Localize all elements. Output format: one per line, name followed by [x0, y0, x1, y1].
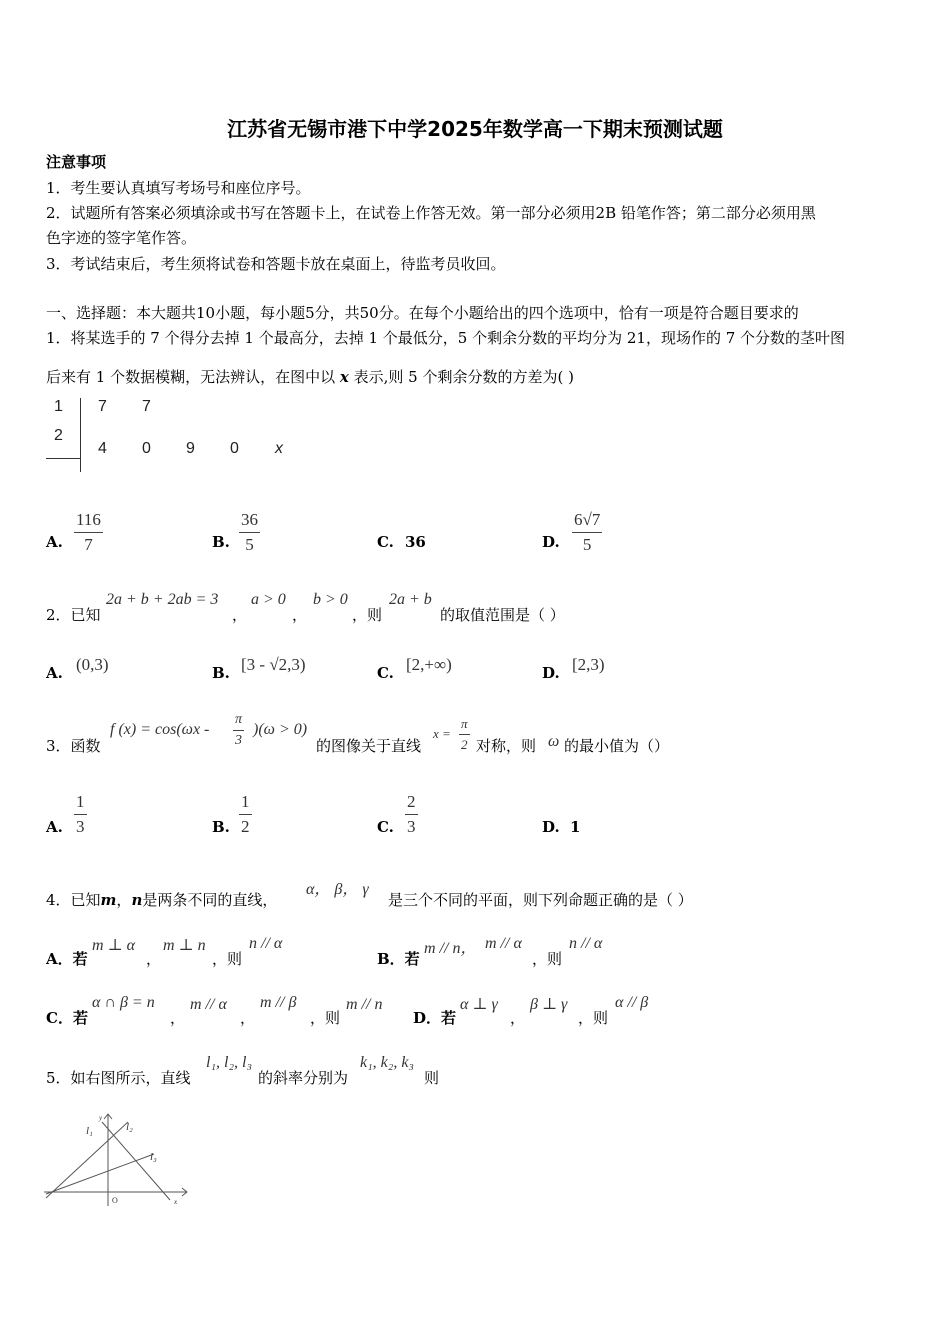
q3-func-frac [233, 712, 244, 749]
q5-graph [42, 1108, 192, 1208]
q1-option-c-value: 36 [405, 533, 426, 551]
q4-d-sep: ， [510, 1009, 526, 1027]
q5-mid: 的斜率分别为 [258, 1069, 349, 1087]
q4-c-sep1: ， [170, 1009, 186, 1027]
q3-option-d-label: D. [542, 818, 560, 836]
label-l1: l₁ [86, 1125, 93, 1137]
q3-line-frac [459, 716, 470, 753]
q3-c-num: 2 [407, 792, 416, 811]
q4-m: m [100, 891, 117, 909]
q1-a-den: 7 [84, 535, 93, 554]
q4-d-c1: α ⊥ γ [460, 996, 498, 1013]
q5-lines: l₁, l₂, l₃ [206, 1054, 253, 1071]
q2-option-a-value: (0,3) [76, 655, 109, 674]
q2-cond2: a > 0 [251, 591, 286, 608]
leaf-2-4: 0 [230, 440, 239, 457]
q1-option-d-frac [572, 510, 602, 555]
q3-line-den: 2 [461, 737, 468, 752]
q4-c-c2: m // α [190, 996, 227, 1013]
q4-a-sep: ， [146, 950, 162, 968]
q3-option-b-frac [239, 792, 252, 837]
q4-a-then: ，则 [212, 950, 243, 968]
q3-mid2: 对称，则 [476, 737, 537, 755]
q2-option-d-label: D. [542, 664, 560, 682]
q4-prefix: 4．已知 [46, 891, 101, 909]
q4-a-res: n // α [249, 935, 283, 952]
leaf-2-2: 0 [142, 440, 151, 457]
q1-option-a-frac [74, 510, 103, 555]
q4-d-res: α // β [615, 994, 649, 1011]
q3-option-c-label: C. [377, 818, 394, 836]
q1-option-a-label: A. [46, 533, 63, 551]
q4-suffix: 是三个不同的平面，则下列命题正确的是（ ） [388, 891, 693, 909]
q1-line2a: 后来有 1 个数据模糊，无法辨认，在图中以 [46, 368, 336, 386]
notice-item-2a: 2．试题所有答案必须填涂或书写在答题卡上，在试卷上作答无效。第一部分必须用2B 铅笔作答；第二部分必须用黑 [46, 204, 816, 222]
q3-func-den: 3 [235, 733, 242, 748]
q3-option-a-label: A. [46, 818, 63, 836]
q4-c-sep2: ， [240, 1009, 256, 1027]
q4-c-then: ，则 [310, 1009, 341, 1027]
q4-c-c3: m // β [260, 994, 297, 1011]
section-heading: 一、选择题：本大题共10小题，每小题5分，共50分。在每个小题给出的四个选项中，恰有一项是符合题目要求的 [46, 304, 799, 322]
q1-b-num: 36 [241, 510, 258, 529]
q3-a-num: 1 [76, 792, 85, 811]
q2-option-c-label: C. [377, 664, 394, 682]
q5-prefix: 5．如右图所示，直线 [46, 1069, 191, 1087]
q4-b-then: ，则 [532, 950, 563, 968]
q4-b-c2: m // α [485, 935, 522, 952]
stem-1: 1 [54, 398, 63, 415]
q2-option-c-value: [2,+∞) [406, 655, 452, 674]
q5-suffix: 则 [424, 1069, 440, 1087]
q4-d-then: ，则 [578, 1009, 609, 1027]
label-l3: l₃ [150, 1151, 157, 1163]
q3-suffix: 的最小值为（） [564, 737, 670, 755]
notice-item-2b: 色字迹的签字笔作答。 [46, 229, 197, 247]
q1-option-b-label: B. [212, 533, 230, 551]
line-l3 [46, 1154, 154, 1194]
notice-heading: 注意事项 [46, 153, 107, 171]
q1-line1: 1．将某选手的 7 个得分去掉 1 个最高分，去掉 1 个最低分，5 个剩余分数的平均分为 21，现场作的 7 个分数的茎叶图 [46, 329, 846, 347]
q3-func-num: π [235, 712, 243, 727]
q3-c-den: 3 [407, 817, 416, 836]
q4-option-c-label: C．若 [46, 1009, 88, 1027]
leaf-1-2: 7 [142, 398, 151, 415]
page-title: 江苏省无锡市港下中学2025年数学高一下期末预测试题 [227, 117, 723, 141]
stem-divider [80, 398, 81, 472]
q2-option-a-label: A. [46, 664, 63, 682]
q4-a-c1: m ⊥ α [92, 937, 135, 954]
q2-prefix: 2．已知 [46, 606, 101, 624]
q4-sep: ， [116, 891, 132, 909]
q2-option-d-value: [2,3) [572, 655, 605, 674]
q1-option-b-frac [239, 510, 260, 555]
q2-sep1: ， [232, 606, 248, 624]
q5-ks: k₁, k₂, k₃ [360, 1054, 414, 1071]
q1-var-x: x [339, 368, 349, 386]
leaf-2-1: 4 [98, 440, 107, 457]
q2-option-b-value: [3 - √2,3) [241, 655, 306, 674]
q4-b-c1: m // n， [424, 940, 477, 957]
q3-option-a-frac [74, 792, 87, 837]
q4-option-d-label: D．若 [413, 1009, 457, 1027]
q2-sep2: ， [292, 606, 308, 624]
q3-b-num: 1 [241, 792, 250, 811]
q4-c-res: m // n [346, 996, 383, 1013]
q2-suffix: 的取值范围是（ ） [440, 606, 565, 624]
q3-b-den: 2 [241, 817, 250, 836]
q2-option-b-label: B. [212, 664, 230, 682]
q2-mid: ，则 [352, 606, 383, 624]
q4-a-c2: m ⊥ n [163, 937, 206, 954]
q3-prefix: 3．函数 [46, 737, 101, 755]
q1-option-c-label: C. [377, 533, 394, 551]
q2-cond1: 2a + b + 2ab = 3 [106, 591, 219, 608]
stem-underline [46, 458, 80, 459]
q3-option-d-value: 1 [570, 818, 581, 836]
label-x: x [174, 1198, 178, 1206]
label-y: y [99, 1114, 103, 1122]
q3-option-c-frac [405, 792, 418, 837]
q3-omega: ω [548, 733, 560, 750]
q1-line2 [46, 366, 574, 387]
q4-option-a-label: A．若 [46, 950, 88, 968]
label-origin: O [112, 1196, 118, 1205]
q1-b-den: 5 [245, 535, 254, 554]
notice-item-3: 3．考试结束后，考生须将试卷和答题卡放在桌面上，待监考员收回。 [46, 255, 506, 273]
q4-option-b-label: B．若 [377, 950, 420, 968]
leaf-1-1: 7 [98, 398, 107, 415]
notice-item-1: 1．考生要认真填写考场号和座位序号。 [46, 179, 311, 197]
q3-a-den: 3 [76, 817, 85, 836]
q4-n: n [131, 891, 143, 909]
q3-mid: 的图像关于直线 [316, 737, 422, 755]
q3-func-a: f (x) = cos(ωx - [110, 721, 210, 738]
q4-b-res: n // α [569, 935, 603, 952]
q4-planes: α， β， γ [306, 881, 369, 898]
label-l2: l₂ [126, 1121, 133, 1133]
q1-option-d-label: D. [542, 533, 560, 551]
q1-d-den: 5 [582, 535, 592, 554]
stem-2: 2 [54, 427, 63, 444]
leaf-2-5: x [275, 440, 283, 457]
q3-option-b-label: B. [212, 818, 230, 836]
q3-func-b: )(ω > 0) [253, 721, 308, 738]
q1-d-num: 6√7 [574, 510, 601, 529]
q4-mid: 是两条不同的直线， [142, 891, 278, 909]
q4-d-c2: β ⊥ γ [530, 996, 568, 1013]
q3-line-x: x = [433, 726, 451, 741]
q4-c-c1: α ∩ β = n [92, 994, 155, 1011]
q2-expr: 2a + b [389, 591, 432, 608]
q4-line [46, 889, 277, 910]
q1-a-num: 116 [76, 510, 101, 529]
q2-cond3: b > 0 [313, 591, 348, 608]
q1-line2b: 表示,则 5 个剩余分数的方差为( ) [353, 368, 574, 386]
q3-line-num: π [461, 716, 468, 731]
leaf-2-3: 9 [186, 440, 195, 457]
